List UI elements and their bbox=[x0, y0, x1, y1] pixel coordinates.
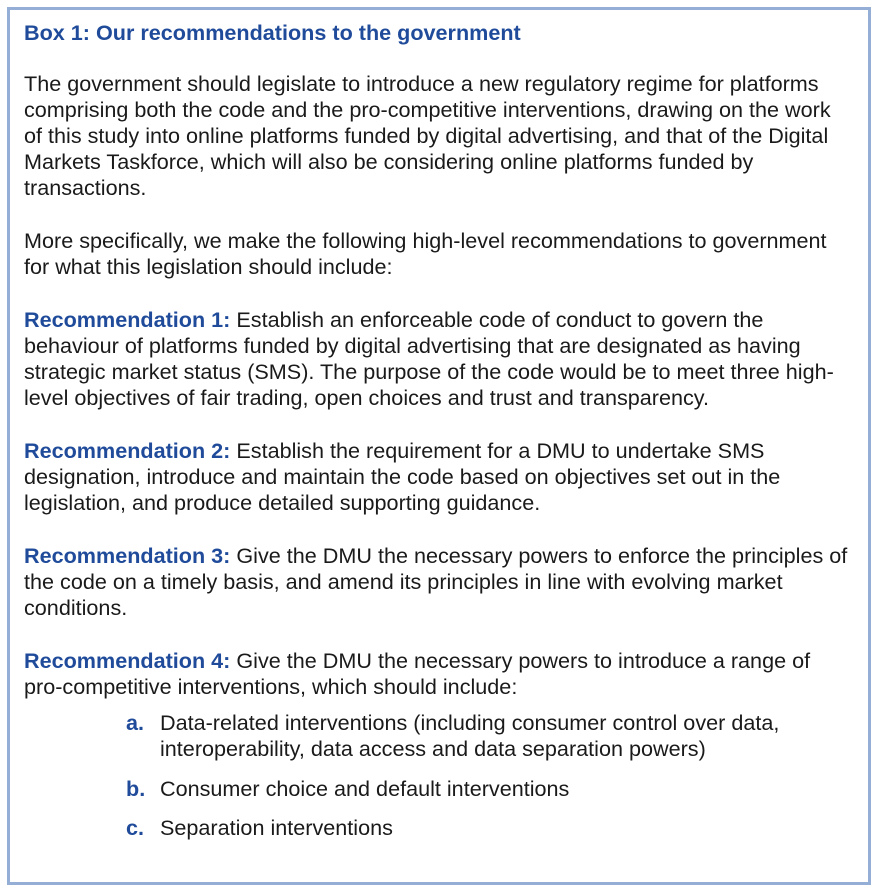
recommendation-3-text: Give the DMU the necessary powers to enforce the principles of the code on a timely basis, and amend its principles in line with evolving market conditions. bbox=[24, 543, 848, 620]
recommendation-1-label: Recommendation 1: bbox=[24, 307, 231, 332]
list-item-letter: b. bbox=[126, 776, 146, 801]
list-item-letter: a. bbox=[126, 710, 145, 735]
recommendation-2-label: Recommendation 2: bbox=[24, 438, 231, 463]
intervention-list bbox=[24, 710, 854, 841]
lead-in-paragraph: More specifically, we make the following high-level recommendations to government for what this legislation should include: bbox=[24, 228, 827, 279]
list-item-text: Separation interventions bbox=[160, 815, 393, 840]
recommendation-2 bbox=[24, 438, 854, 516]
list-item-text: Consumer choice and default interventions bbox=[160, 776, 570, 801]
list-item bbox=[24, 710, 854, 762]
list-item bbox=[24, 776, 854, 802]
list-item-letter: c. bbox=[126, 815, 145, 840]
box-content bbox=[24, 18, 854, 841]
recommendation-4-paragraph bbox=[24, 648, 854, 700]
recommendation-4-label: Recommendation 4: bbox=[24, 648, 231, 673]
box-title: Box 1: Our recommendations to the government bbox=[24, 20, 521, 45]
recommendation-4 bbox=[24, 648, 854, 841]
intro-paragraph: The government should legislate to introduce a new regulatory regime for platforms comprising both the code and the pro-competitive interventions, drawing on the work of this study into online platforms funded by digital advertising, and that of the Digital Markets Taskforce, which will also be considering online platforms funded by transactions. bbox=[24, 71, 831, 200]
recommendation-1 bbox=[24, 307, 854, 411]
recommendation-1-text: Establish an enforceable code of conduct to govern the behaviour of platforms funded by digital advertising that are designated as having strategic market status (SMS). The purpose of the code would be to meet three high-level objectives of fair trading, open choices and trust and transparency. bbox=[24, 307, 834, 410]
recommendation-3-label: Recommendation 3: bbox=[24, 543, 231, 568]
recommendation-3 bbox=[24, 543, 854, 621]
list-item-text: Data-related interventions (including consumer control over data, interoperability, data access and data separation powers) bbox=[160, 710, 780, 761]
recommendations-box bbox=[7, 7, 871, 885]
recommendation-4-text: Give the DMU the necessary powers to introduce a range of pro-competitive interventions, which should include: bbox=[24, 648, 811, 699]
recommendation-2-text: Establish the requirement for a DMU to undertake SMS designation, introduce and maintain the code based on objectives set out in the legislation, and produce detailed supporting guidance. bbox=[24, 438, 781, 515]
list-item bbox=[24, 815, 854, 841]
